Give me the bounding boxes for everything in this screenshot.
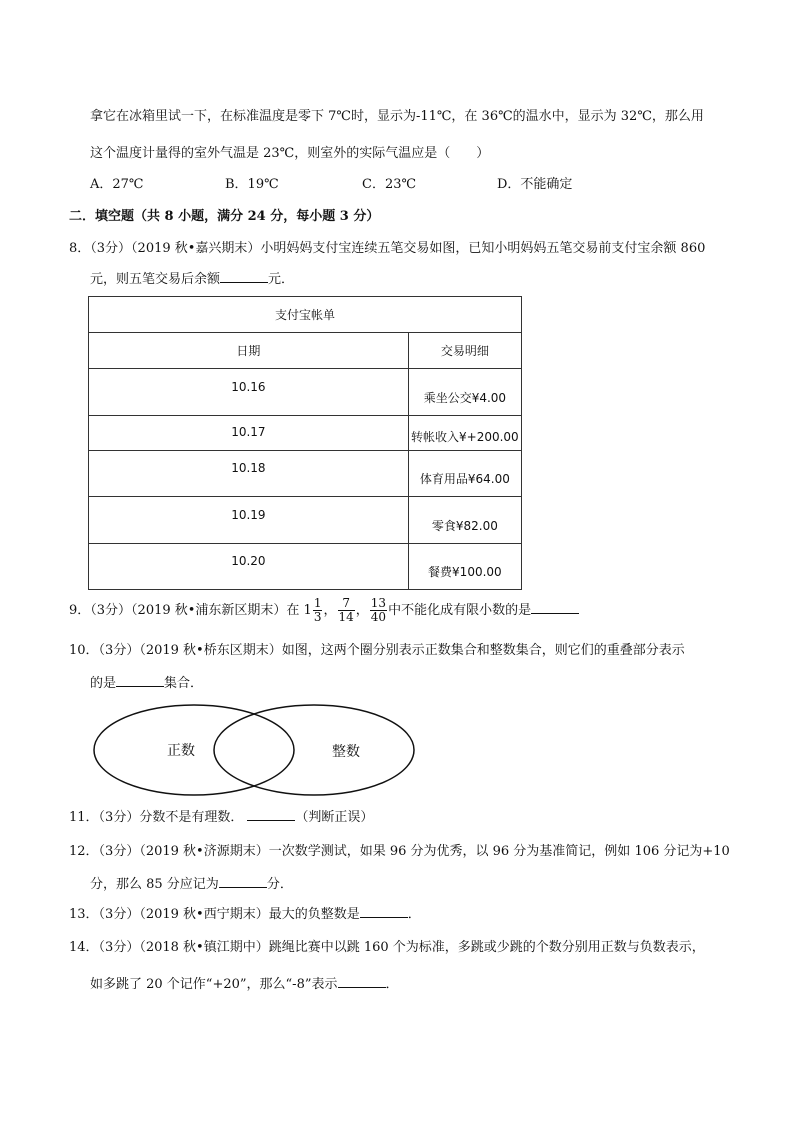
separator: ，: [323, 603, 337, 618]
header-date: 日期: [89, 333, 409, 369]
fraction-denominator: 3: [313, 610, 322, 624]
fraction-3: [370, 597, 387, 624]
table-row: [89, 451, 522, 497]
q8-text-b: 元．: [268, 272, 295, 287]
q14-text-a: 如多跳了 20 个记作“+20”，那么“-8”表示: [90, 977, 338, 992]
q12-line1: 12．（3分）（2019 秋•济源期末）一次数学测试，如果 96 分为优秀，以 96 分为基准简记，例如 106 分记为+10: [69, 844, 730, 859]
row-date: 10.20: [89, 544, 409, 590]
table-row: [89, 369, 522, 416]
row-date: 10.18: [89, 451, 409, 497]
table-row: [89, 544, 522, 590]
q10-line1: 10．（3分）（2019 秋•桥东区期末）如图，这两个圈分别表示正数集合和整数集合，则它们的重叠部分表示: [69, 643, 685, 658]
q7-option-d: D．不能确定: [497, 177, 573, 192]
q10-text-a: 的是: [90, 676, 117, 691]
fraction-1: [313, 597, 323, 624]
q7-option-a: A．27℃: [90, 177, 144, 192]
venn-diagram: [92, 702, 418, 798]
fraction-numerator: 1: [313, 596, 322, 610]
q10-line2: [90, 674, 203, 693]
q7-line2: 这个温度计量得的室外气温是 23℃，则室外的实际气温应是（ ）: [90, 146, 490, 161]
answer-blank: [219, 875, 267, 888]
row-detail: 餐费¥100.00: [408, 544, 521, 590]
fraction-denominator: 40: [370, 610, 387, 624]
separator: ，: [355, 603, 369, 618]
q14-line1: 14．（3分）（2018 秋•镇江期中）跳绳比赛中以跳 160 个为标准，多跳或少跳的个数分别用正数与负数表示，: [69, 940, 705, 955]
table-title: 支付宝帐单: [89, 297, 522, 333]
row-detail: 零食¥82.00: [408, 497, 521, 544]
answer-blank: [360, 905, 408, 918]
section-title: 二．填空题（共 8 小题，满分 24 分，每小题 3 分）: [69, 209, 380, 224]
answer-blank: [247, 808, 295, 821]
q9-line: [69, 597, 579, 625]
answer-blank: [220, 270, 268, 283]
header-detail: 交易明细: [408, 333, 521, 369]
integer-set-circle: [214, 705, 414, 795]
q13-text-b: ．: [407, 907, 421, 922]
integer-set-label: 整数: [332, 744, 360, 760]
q9-prefix: 9．（3分）（2019 秋•浦东新区期末）在 1: [69, 603, 312, 618]
row-date: 10.16: [89, 369, 409, 416]
answer-blank: [338, 975, 386, 988]
q7-option-b: B．19℃: [225, 177, 279, 192]
fraction-denominator: 14: [338, 610, 354, 624]
q8-text-a: 元，则五笔交易后余额: [90, 272, 221, 287]
row-date: 10.19: [89, 497, 409, 544]
fraction-numerator: 7: [338, 597, 355, 611]
q12-text-b: 分．: [266, 877, 293, 892]
answer-blank: [531, 601, 579, 614]
table-row: [89, 497, 522, 544]
q10-text-b: 集合．: [164, 676, 204, 691]
q7-line1: 拿它在冰箱里试一下，在标准温度是零下 7℃时，显示为-11℃，在 36℃的温水中，显示为 32℃，那么用: [90, 109, 704, 124]
q12-text-a: 分，那么 85 分应记为: [90, 877, 219, 892]
q11-text-a: 11．（3分）分数不是有理数．: [69, 810, 244, 825]
q11-line: [69, 808, 373, 827]
q8-line2: [90, 270, 294, 289]
row-detail: 乘坐公交¥4.00: [408, 369, 521, 416]
row-detail: 体育用品¥64.00: [408, 451, 521, 497]
q13-text-a: 13．（3分）（2019 秋•西宁期末）最大的负整数是: [69, 907, 360, 922]
row-date: 10.17: [89, 416, 409, 451]
row-detail: 转帐收入¥+200.00: [408, 416, 521, 451]
q13-line: [69, 905, 421, 924]
answer-blank: [116, 674, 164, 687]
q8-line1: 8．（3分）（2019 秋•嘉兴期末）小明妈妈支付宝连续五笔交易如图，已知小明妈妈五笔交易前支付宝余额 860: [69, 241, 706, 256]
alipay-bill-table: [88, 296, 522, 590]
q12-line2: [90, 875, 293, 894]
q9-suffix: 中不能化成有限小数的是: [388, 603, 532, 618]
q7-option-c: C．23℃: [362, 177, 417, 192]
table-row: [89, 416, 522, 451]
q14-text-b: ．: [385, 977, 399, 992]
positive-set-label: 正数: [167, 743, 195, 759]
fraction-numerator: 13: [370, 596, 387, 610]
fraction-2: [338, 597, 355, 624]
q14-line2: [90, 975, 399, 994]
q11-text-b: （判断正误）: [295, 810, 374, 825]
